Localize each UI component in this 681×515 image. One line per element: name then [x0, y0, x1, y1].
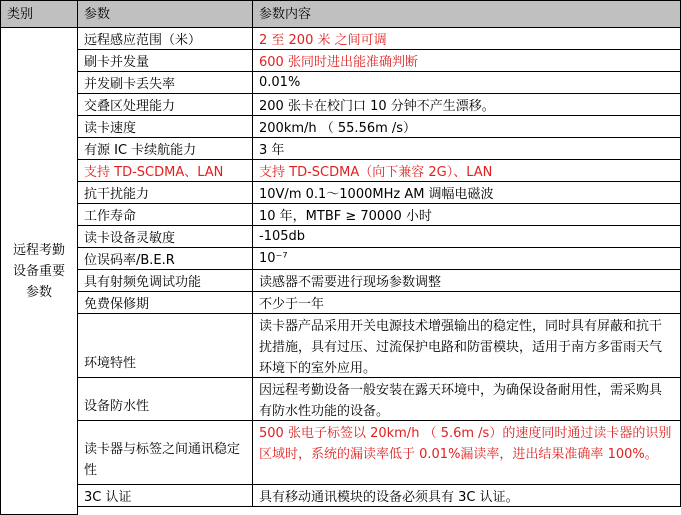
- value-cell: 0.01%: [253, 72, 681, 94]
- value-cell: 读卡器产品采用开关电源技术增强输出的稳定性，同时具有屏蔽和抗干扰措施，具有过压、过流保护电路和防雷模块，适用于南方多雷雨天气环境下的室外应用。: [253, 314, 681, 378]
- value-cell: 3 年: [253, 138, 681, 160]
- param-cell: 抗干扰能力: [78, 182, 253, 204]
- value-cell: 200km/h （ 55.56m /s）: [253, 116, 681, 138]
- value-cell: 因远程考勤设备一般安装在露天环境中，为确保设备耐用性，需采购具有防水性功能的设备。: [253, 378, 681, 421]
- header-parameter: 参数: [78, 0, 253, 28]
- value-cell: 支持 TD-SCDMA（向下兼容 2G）、LAN: [253, 160, 681, 182]
- param-cell: 远程感应范围（米）: [78, 28, 253, 50]
- param-cell: 交叠区处理能力: [78, 94, 253, 116]
- param-cell: 工作寿命: [78, 204, 253, 226]
- header-category: 类别: [0, 0, 78, 28]
- param-cell: 刷卡并发量: [78, 50, 253, 72]
- value-cell: -105db: [253, 226, 681, 248]
- category-label: 远程考勤设备重要参数: [12, 242, 65, 300]
- param-cell: 设备防水性: [78, 378, 253, 421]
- param-cell: 位误码率/B.E.R: [78, 248, 253, 270]
- value-cell: 10 年，MTBF ≥ 70000 小时: [253, 204, 681, 226]
- value-cell: 读感器不需要进行现场参数调整: [253, 270, 681, 292]
- category-cell: [0, 28, 78, 515]
- value-cell: 500 张电子标签以 20km/h （ 5.6m /s）的速度同时通过读卡器的识别区域时，系统的漏读率低于 0.01%漏读率，进出结果准确率 100%。: [253, 421, 681, 485]
- value-cell: 600 张同时进出能准确判断: [253, 50, 681, 72]
- param-cell: 读卡设备灵敏度: [78, 226, 253, 248]
- header-content: 参数内容: [253, 0, 681, 28]
- param-cell: 读卡器与标签之间通讯稳定性: [78, 421, 253, 485]
- value-cell: 200 张卡在校门口 10 分钟不产生漂移。: [253, 94, 681, 116]
- value-cell: 2 至 200 米 之间可调: [253, 28, 681, 50]
- param-cell: 3C 认证: [78, 485, 253, 507]
- param-cell: 有源 IC 卡续航能力: [78, 138, 253, 160]
- param-cell: 环境特性: [78, 314, 253, 378]
- value-cell: 不少于一年: [253, 292, 681, 314]
- value-cell: 10V/m 0.1～1000MHz AM 调幅电磁波: [253, 182, 681, 204]
- param-cell: 具有射频免调试功能: [78, 270, 253, 292]
- param-cell: 并发刷卡丢失率: [78, 72, 253, 94]
- param-cell: 免费保修期: [78, 292, 253, 314]
- value-cell: 具有移动通讯模块的设备必须具有 3C 认证。: [253, 485, 681, 507]
- param-cell: 读卡速度: [78, 116, 253, 138]
- param-cell: 支持 TD-SCDMA、LAN: [78, 160, 253, 182]
- value-cell: 10⁻⁷: [253, 248, 681, 270]
